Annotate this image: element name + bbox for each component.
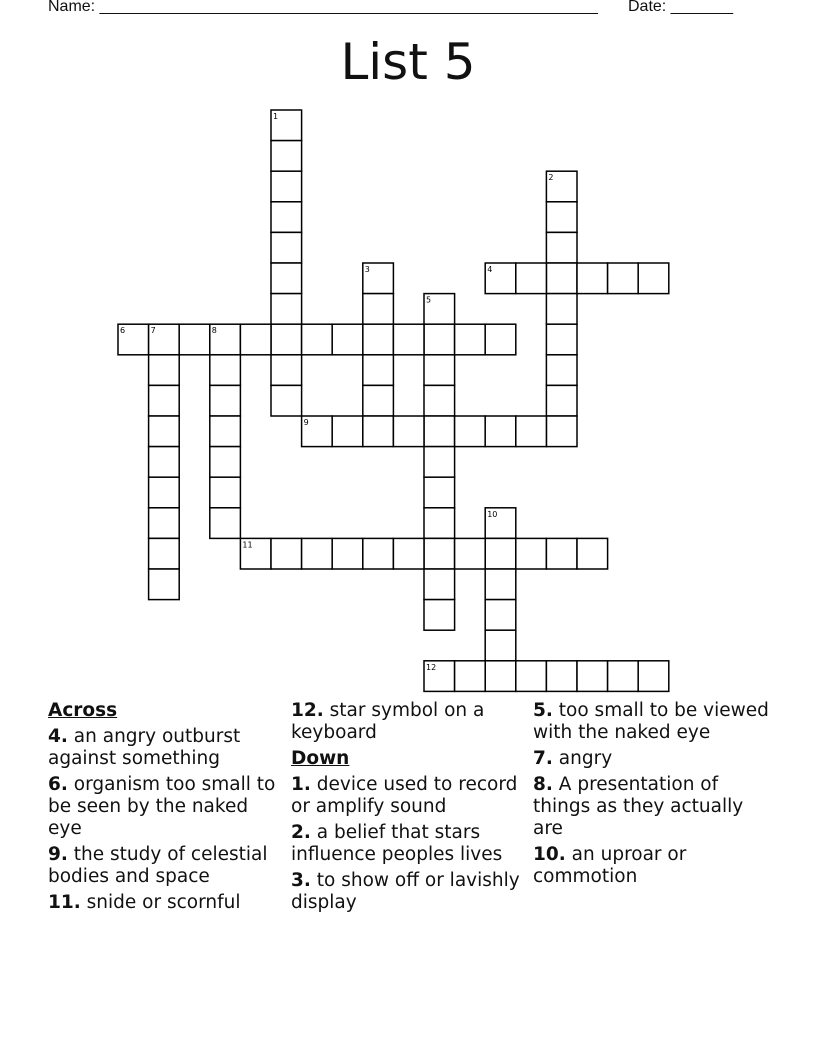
clue-across-9	[48, 844, 284, 888]
clue-text: an uproar or commotion	[533, 844, 687, 887]
grid-cell[interactable]	[516, 416, 547, 447]
grid-cell[interactable]	[424, 355, 455, 386]
grid-cell[interactable]	[516, 538, 547, 569]
clue-down-5	[533, 700, 769, 744]
grid-cell[interactable]	[546, 538, 577, 569]
cell-number-label: 5	[426, 295, 432, 305]
grid-cell[interactable]	[485, 416, 516, 447]
grid-cell[interactable]	[363, 324, 394, 355]
grid-cell[interactable]	[210, 416, 241, 447]
grid-cell[interactable]	[271, 202, 302, 233]
cell-number-label: 2	[548, 173, 554, 183]
grid-cell[interactable]	[424, 508, 455, 539]
grid-cell[interactable]	[638, 661, 669, 692]
clue-down-7	[533, 748, 769, 770]
clue-across-12	[291, 700, 527, 744]
clue-text: organism too small to be seen by the naked eye	[48, 774, 276, 839]
cell-number-label: 7	[150, 326, 156, 336]
grid-cell[interactable]	[485, 569, 516, 600]
cell-number-label: 3	[364, 265, 370, 274]
grid-cell[interactable]	[210, 385, 241, 416]
grid-cell[interactable]	[546, 263, 577, 294]
clue-number: 6.	[48, 774, 68, 795]
grid-cell[interactable]	[363, 416, 394, 447]
clues-column-2	[291, 700, 527, 918]
clue-number: 12.	[291, 700, 324, 721]
name-field-label: Name: ________________________________________________________	[48, 0, 598, 15]
grid-cell[interactable]	[271, 232, 302, 263]
grid-cell[interactable]	[516, 263, 547, 294]
grid-cell[interactable]	[546, 324, 577, 355]
grid-cell[interactable]	[485, 661, 516, 692]
grid-cell[interactable]	[271, 141, 302, 172]
grid-cell[interactable]	[149, 569, 180, 600]
grid-cell[interactable]	[240, 324, 271, 355]
cell-number-label: 10	[487, 509, 498, 519]
grid-cell[interactable]	[149, 385, 180, 416]
page-title: List 5	[340, 33, 476, 91]
clue-text: a belief that stars influence peoples lives	[291, 822, 503, 865]
clue-text: star symbol on a keyboard	[291, 700, 485, 743]
grid-cell[interactable]	[455, 324, 486, 355]
grid-cell[interactable]	[363, 538, 394, 569]
grid-cell[interactable]	[424, 447, 455, 478]
grid-cell[interactable]	[271, 171, 302, 202]
clue-number: 3.	[291, 870, 311, 891]
grid-cell[interactable]	[424, 385, 455, 416]
grid-cell[interactable]	[363, 385, 394, 416]
grid-cell[interactable]	[149, 416, 180, 447]
grid-cell[interactable]	[179, 324, 210, 355]
cell-number-label: 11	[242, 540, 253, 550]
clue-across-6	[48, 774, 284, 840]
grid-cell[interactable]	[271, 355, 302, 386]
grid-cell[interactable]	[546, 294, 577, 325]
grid-cell[interactable]	[577, 661, 608, 692]
grid-cell[interactable]	[638, 263, 669, 294]
grid-cell[interactable]	[149, 508, 180, 539]
clue-across-11	[48, 892, 284, 914]
grid-cell[interactable]	[393, 538, 424, 569]
grid-cell[interactable]	[485, 324, 516, 355]
grid-cell[interactable]	[302, 538, 333, 569]
clue-text: angry	[552, 748, 613, 769]
grid-cell[interactable]	[393, 416, 424, 447]
clue-number: 7.	[533, 748, 553, 769]
grid-cell[interactable]	[332, 416, 363, 447]
grid-cell[interactable]	[210, 508, 241, 539]
clue-down-2	[291, 822, 527, 866]
grid-cell[interactable]	[424, 324, 455, 355]
clue-number: 11.	[48, 892, 81, 913]
grid-cell[interactable]	[271, 294, 302, 325]
down-heading: Down	[291, 748, 350, 769]
grid-cell[interactable]	[149, 447, 180, 478]
clue-text: A presentation of things as they actually are	[533, 774, 744, 839]
grid-cell[interactable]	[546, 385, 577, 416]
clue-text: to show off or lavishly display	[291, 870, 520, 913]
grid-cell[interactable]	[149, 355, 180, 386]
grid-cell[interactable]	[363, 355, 394, 386]
clue-text: device used to record or amplify sound	[291, 774, 518, 817]
clue-text: snide or scornful	[80, 892, 241, 913]
cell-number-label: 1	[273, 112, 279, 121]
grid-cell[interactable]	[210, 447, 241, 478]
grid-cell[interactable]	[608, 661, 639, 692]
date-field-label: Date: _______	[628, 0, 733, 15]
clue-text: an angry outburst against something	[48, 726, 241, 769]
grid-cell[interactable]	[271, 385, 302, 416]
grid-cell[interactable]	[210, 355, 241, 386]
grid-cell[interactable]	[546, 202, 577, 233]
clue-down-10	[533, 844, 769, 888]
clue-number: 2.	[291, 822, 311, 843]
grid-cell[interactable]	[546, 661, 577, 692]
clue-number: 10.	[533, 844, 566, 865]
grid-cell[interactable]	[485, 600, 516, 631]
grid-cell[interactable]	[546, 232, 577, 263]
grid-cell[interactable]	[210, 477, 241, 508]
grid-cell[interactable]	[271, 263, 302, 294]
grid-cell[interactable]	[577, 263, 608, 294]
grid-cell[interactable]	[363, 294, 394, 325]
clue-number: 8.	[533, 774, 553, 795]
clue-text: too small to be viewed with the naked eye	[533, 700, 769, 743]
clue-number: 9.	[48, 844, 68, 865]
clue-number: 1.	[291, 774, 311, 795]
grid-cell[interactable]	[455, 416, 486, 447]
grid-cell[interactable]	[485, 538, 516, 569]
grid-cell[interactable]	[546, 355, 577, 386]
clues-column-3	[533, 700, 769, 892]
grid-cell[interactable]	[149, 538, 180, 569]
grid-cell[interactable]	[149, 477, 180, 508]
cell-number-label: 4	[487, 265, 493, 274]
grid-cell[interactable]	[393, 324, 424, 355]
grid-cell[interactable]	[424, 600, 455, 631]
grid-cell[interactable]	[516, 661, 547, 692]
grid-cell[interactable]	[608, 263, 639, 294]
clue-number: 5.	[533, 700, 553, 721]
grid-cell[interactable]	[455, 661, 486, 692]
clues-column-1	[48, 700, 284, 918]
grid-cell[interactable]	[302, 324, 333, 355]
clue-down-1	[291, 774, 527, 818]
grid-cell[interactable]	[332, 538, 363, 569]
clue-across-4	[48, 726, 284, 770]
grid-cell[interactable]	[577, 538, 608, 569]
clue-down-8	[533, 774, 769, 840]
grid-cell[interactable]	[271, 538, 302, 569]
clue-number: 4.	[48, 726, 68, 747]
grid-cell[interactable]	[424, 569, 455, 600]
across-heading: Across	[48, 700, 118, 721]
grid-cell[interactable]	[271, 324, 302, 355]
grid-cell[interactable]	[332, 324, 363, 355]
grid-cell[interactable]	[424, 477, 455, 508]
grid-cell[interactable]	[485, 630, 516, 661]
clue-down-3	[291, 870, 527, 914]
cell-number-label: 12	[426, 662, 437, 672]
cell-number-label: 8	[211, 326, 217, 336]
grid-cell[interactable]	[455, 538, 486, 569]
clue-text: the study of celestial bodies and space	[48, 844, 268, 887]
grid-cell[interactable]	[546, 416, 577, 447]
grid-cell[interactable]	[424, 416, 455, 447]
grid-cell[interactable]	[424, 538, 455, 569]
cell-number-label: 6	[120, 326, 126, 336]
cell-number-label: 9	[303, 418, 309, 427]
